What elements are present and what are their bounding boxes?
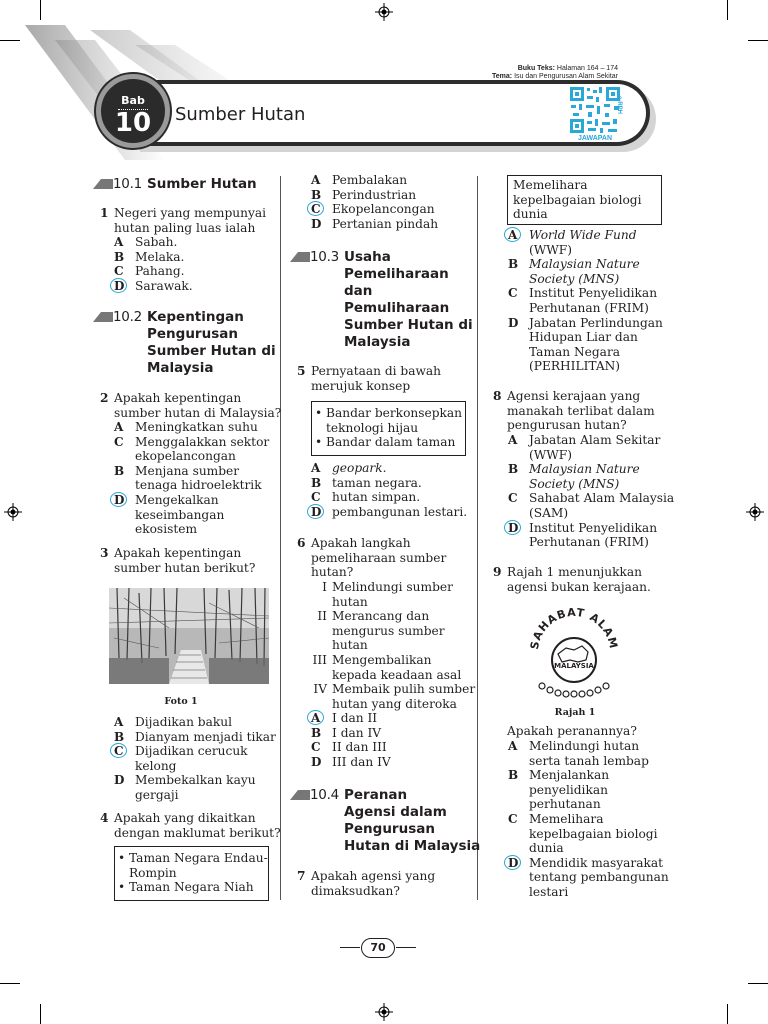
info-box-item: Bandar berkonsepkan [326, 406, 463, 420]
answer-circle [110, 278, 127, 293]
option-letter: C [508, 491, 518, 506]
info-box-line: kepelbagaian biologi [513, 192, 642, 207]
option-letter: B [311, 725, 322, 740]
option-letter: C [311, 490, 321, 505]
option-text: Perhutanan (FRIM) [529, 300, 649, 315]
option-letter: B [508, 768, 519, 783]
question-text-line: sumber hutan berikut? [114, 560, 256, 575]
option-text: II dan III [332, 740, 387, 755]
option-letter: C [311, 740, 321, 755]
statement-text: hutan yang diteroka [332, 696, 457, 711]
section-flag-icon [93, 179, 113, 189]
question-number: 5 [297, 364, 306, 378]
erph-label: e-RPH [616, 96, 622, 115]
option-letter: D [114, 278, 125, 293]
page-number: 70 [361, 938, 395, 958]
option-letter: D [311, 754, 322, 769]
option-letter: C [311, 202, 321, 217]
logo-arc-text: SAHABAT ALAM [527, 605, 621, 651]
crop-mark [40, 1004, 41, 1024]
option-letter: D [508, 520, 519, 535]
option-text: Pertanian pindah [332, 216, 439, 231]
question-text-line: Negeri yang mempunyai [114, 206, 267, 220]
option-letter: A [114, 420, 124, 434]
theme-reference [440, 72, 618, 81]
section-title-line: Sumber Hutan di [344, 317, 473, 333]
option-text: tenaga hidroelektrik [135, 478, 262, 493]
textbook-reference-value: Halaman 164 – 174 [556, 65, 618, 72]
info-box [507, 175, 662, 225]
option-letter: C [508, 812, 518, 826]
question-number: 4 [100, 811, 109, 825]
option-text: Menjana sumber [135, 463, 240, 478]
option-text: Jabatan Perlindungan [529, 315, 663, 330]
question-text-line: pemeliharaan sumber [311, 550, 447, 565]
option-letter: D [508, 855, 519, 870]
bullet-icon: • [118, 851, 126, 865]
option-letter: A [311, 711, 321, 725]
chapter-title: Sumber Hutan [175, 104, 306, 125]
option-text: Hidupan Liar dan [529, 330, 638, 345]
answer-circle [307, 504, 324, 519]
crop-mark [748, 983, 768, 984]
registration-mark-icon [746, 503, 764, 521]
footer-rule [340, 947, 360, 948]
question-text-line: Apakah langkah [311, 536, 411, 550]
option-text: geopark. [332, 461, 387, 475]
option-text: I dan II [332, 711, 378, 725]
option-text: Jabatan Alam Sekitar [529, 433, 661, 447]
option-letter: A [508, 228, 518, 242]
option-text: Meningkatkan suhu [135, 420, 258, 434]
section-number: 10.1 [113, 176, 142, 192]
section-flag-icon [93, 312, 113, 322]
question-number: 2 [100, 391, 109, 405]
statement-numeral: IV [313, 682, 327, 697]
answer-circle [307, 710, 324, 725]
option-text: Society (MNS) [529, 271, 620, 286]
option-letter: A [508, 433, 518, 447]
option-text: pembangunan lestari. [332, 504, 468, 519]
question-text-line: sumber hutan di Malaysia? [114, 405, 282, 420]
section-number: 10.2 [113, 309, 142, 325]
info-box [114, 846, 269, 901]
question-prompt: Apakah peranannya? [507, 724, 637, 738]
theme-reference-label: Tema: [492, 73, 513, 80]
question-text-line: dimaksudkan? [311, 883, 400, 898]
option-text: Sabah. [135, 235, 178, 249]
option-letter: B [508, 257, 519, 272]
option-text: serta tanah lembap [529, 753, 649, 768]
answer-circle [504, 227, 521, 242]
question-number: 3 [100, 546, 109, 560]
section-title-line: Agensi dalam [344, 804, 447, 820]
option-text: Pembalakan [332, 173, 408, 187]
question-text-line: hutan? [311, 565, 354, 580]
question-text-line: pengurusan hutan? [507, 418, 627, 433]
question-text-line: Apakah agensi yang [311, 869, 436, 883]
option-text: perhutanan [529, 797, 601, 812]
section-title-line: Malaysia [344, 334, 411, 350]
section-title-line: Sumber Hutan di [147, 343, 276, 359]
question-9-prompt [507, 724, 637, 739]
info-box-item: Bandar dalam taman [326, 435, 456, 450]
question-number: 8 [493, 389, 502, 403]
sahabat-alam-malaysia-logo [526, 602, 622, 700]
statement-text: Mengembalikan [332, 653, 432, 667]
question-text-line: Apakah yang dikaitkan [114, 811, 256, 825]
logo-label: MALAYSIA [554, 662, 594, 670]
option-text: taman negara. [332, 475, 422, 490]
info-box-item: Taman Negara Niah [129, 880, 254, 895]
option-text: Melaka. [135, 249, 185, 264]
option-text: ekopelancongan [135, 449, 236, 464]
option-text: (PERHILITAN) [529, 359, 621, 374]
question-text-line: Apakah kepentingan [114, 546, 242, 560]
option-text: kepelbagaian biologi [529, 826, 658, 841]
figure-caption: Rajah 1 [554, 707, 596, 718]
textbook-reference-label: Buku Teks: [517, 65, 555, 72]
option-letter: A [311, 173, 321, 187]
option-letter: D [311, 504, 322, 519]
column-divider [280, 176, 281, 900]
theme-reference-value: Isu dan Pengurusan Alam Sekitar [514, 73, 618, 80]
question-text-line: agensi bukan kerajaan. [507, 579, 651, 594]
option-letter: C [114, 744, 124, 759]
statement-text: Melindungi sumber [332, 580, 453, 594]
option-text: Sahabat Alam Malaysia [529, 491, 675, 506]
option-letter: D [114, 493, 125, 507]
question-text-line: Rajah 1 menunjukkan [507, 565, 642, 579]
section-title: Sumber Hutan [147, 176, 257, 192]
crop-mark [727, 1004, 728, 1024]
option-text: Malaysian Nature [529, 257, 640, 272]
option-text: Membekalkan kayu [135, 773, 256, 788]
option-letter: A [114, 235, 124, 249]
option-text: Sarawak. [135, 278, 193, 293]
option-text: lestari [529, 884, 569, 899]
option-text: kelong [135, 758, 177, 773]
question-number: 6 [297, 536, 306, 550]
statement-numeral: I [322, 580, 327, 594]
photo-caption: Foto 1 [164, 696, 198, 707]
option-letter: B [311, 187, 322, 202]
option-text: (SAM) [529, 505, 569, 520]
option-text: dunia [529, 841, 564, 856]
option-text: Pahang. [135, 264, 185, 279]
section-title-line: Pemuliharaan [344, 300, 450, 316]
answer-circle [504, 520, 521, 535]
section-title-line: Peranan [344, 787, 408, 803]
option-text: Melindungi hutan [529, 739, 640, 753]
registration-mark-icon [375, 3, 393, 21]
info-box-item: Taman Negara Endau- [129, 851, 268, 865]
option-letter: D [508, 315, 519, 330]
option-letter: B [114, 729, 125, 744]
answer-circle [504, 855, 521, 870]
answer-circle [110, 743, 127, 758]
option-text: tentang pembangunan [529, 870, 669, 885]
option-text: (WWF) [529, 242, 573, 257]
option-text: III dan IV [332, 754, 391, 769]
option-text: World Wide Fund [529, 228, 637, 242]
statement-text: Merancang dan [332, 609, 430, 624]
section-title-line: Malaysia [147, 360, 214, 376]
option-letter: B [311, 475, 322, 490]
section-title-line: Usaha [344, 249, 391, 265]
option-text: Ekopelancongan [332, 202, 435, 217]
section-title-line: Hutan di Malaysia [344, 838, 481, 854]
statement-text: mengurus sumber [332, 623, 445, 638]
option-letter: B [114, 249, 125, 264]
statement-text: hutan [332, 638, 368, 653]
question-text-line: merujuk konsep [311, 378, 411, 393]
statement-numeral: III [312, 653, 327, 667]
section-number: 10.4 [310, 787, 339, 803]
question-number: 7 [297, 869, 306, 883]
question-text-line: Agensi kerajaan yang [507, 389, 641, 403]
option-letter: A [508, 739, 518, 753]
section-title-line: Kepentingan [147, 309, 244, 325]
section-number: 10.3 [310, 249, 339, 265]
chapter-number: 10 [114, 108, 152, 138]
registration-mark-icon [4, 503, 22, 521]
option-text: Mengekalkan [135, 493, 219, 507]
option-text: keseimbangan [135, 507, 225, 522]
statement-text: kepada keadaan asal [332, 667, 462, 682]
column-divider [477, 176, 478, 900]
question-text-line: Pernyataan di bawah [311, 364, 442, 378]
option-text: Dijadikan cerucuk [135, 744, 248, 759]
section-title-line: Pengurusan [344, 821, 435, 837]
statement-text: hutan [332, 594, 368, 609]
option-letter: B [508, 462, 519, 477]
crop-mark [748, 40, 768, 41]
option-text: Institut Penyelidikan [529, 286, 658, 301]
qr-code-icon[interactable] [569, 86, 621, 134]
footer-rule [396, 947, 416, 948]
registration-mark-icon [375, 1003, 393, 1021]
question-text-line: hutan paling luas ialah [114, 220, 256, 235]
info-box-item: Rompin [129, 865, 177, 880]
crop-mark [727, 0, 728, 20]
option-letter: D [114, 773, 125, 788]
option-text: Mendidik masyarakat [529, 855, 664, 870]
option-letter: D [311, 216, 322, 231]
option-text: ekosistem [135, 522, 198, 537]
option-text: Menggalakkan sektor [135, 434, 270, 449]
info-box [311, 401, 466, 456]
section-flag-icon [290, 252, 310, 262]
statement-numeral: II [317, 609, 327, 624]
info-box-line: dunia [513, 207, 548, 222]
section-title-line: dan [344, 283, 373, 299]
statement-text: Membaik pulih sumber [332, 682, 476, 697]
question-text-line: dengan maklumat berikut? [114, 825, 281, 840]
option-letter: A [311, 461, 321, 475]
qr-code-label: JAWAPAN [577, 135, 613, 142]
option-letter: A [114, 715, 124, 729]
section-title-line: Pengurusan [147, 326, 238, 342]
question-text-line: Apakah kepentingan [114, 391, 242, 405]
bullet-icon: • [315, 406, 323, 420]
crop-mark [0, 983, 20, 984]
option-text: Institut Penyelidikan [529, 520, 658, 535]
question-text-line: manakah terlibat dalam [507, 403, 655, 418]
option-text: hutan simpan. [332, 490, 421, 505]
option-text: Menjalankan [529, 768, 610, 783]
chapter-badge-label: Bab [121, 94, 145, 107]
section-title-line: Pemeliharaan [344, 266, 449, 282]
option-text: Perindustrian [332, 187, 417, 202]
section-flag-icon [290, 790, 310, 800]
option-text: Taman Negara [529, 344, 621, 359]
option-text: Perhutanan (FRIM) [529, 535, 649, 550]
option-text: I dan IV [332, 725, 382, 740]
option-text: Memelihara [529, 812, 604, 826]
question-number: 9 [493, 565, 502, 579]
option-letter: C [114, 434, 124, 449]
option-text: (WWF) [529, 447, 573, 462]
option-text: Malaysian Nature [529, 462, 640, 477]
mangrove-photo [109, 588, 269, 684]
question-number: 1 [100, 206, 109, 220]
info-box-item: teknologi hijau [326, 420, 419, 435]
answer-circle [110, 492, 127, 507]
option-text: Dianyam menjadi tikar [135, 729, 276, 744]
option-letter: C [508, 286, 518, 301]
option-text: Dijadikan bakul [135, 715, 232, 729]
info-box-line: Memelihara [513, 178, 588, 192]
option-text: gergaji [135, 787, 179, 802]
option-letter: C [114, 264, 124, 279]
option-letter: B [114, 463, 125, 478]
bullet-icon: • [118, 880, 126, 895]
answer-circle [307, 201, 324, 216]
bullet-icon: • [315, 435, 323, 450]
option-text: penyelidikan [529, 782, 608, 797]
option-text: Society (MNS) [529, 476, 620, 491]
